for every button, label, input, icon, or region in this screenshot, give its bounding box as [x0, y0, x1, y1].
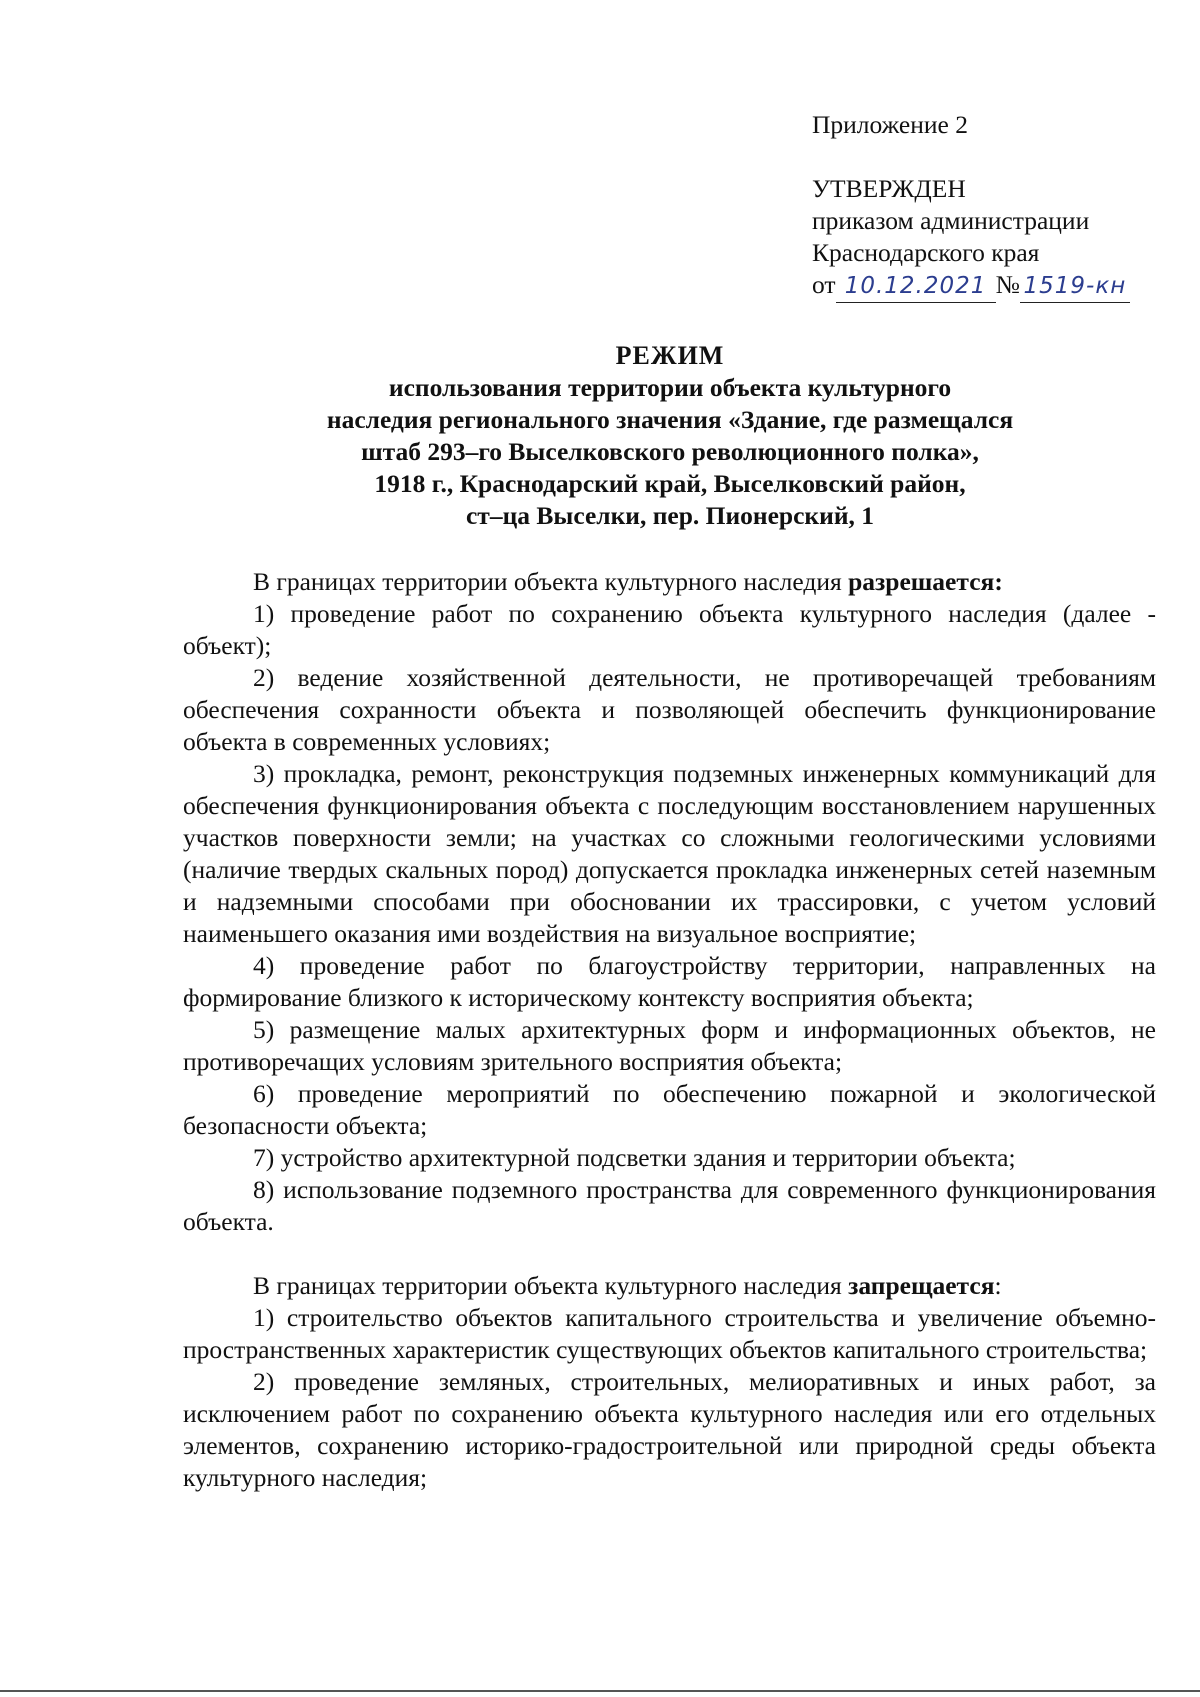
forbidden-item: 1) строительство объектов капитального строительства и увеличение объемно-пространственных характеристик существующих объектов капитального строительства; — [183, 1303, 1156, 1364]
title-line: использования территории объекта культурного — [388, 373, 952, 402]
allowed-item: 2) ведение хозяйственной деятельности, не противоречащей требованиям обеспечения сохранности объекта и позволяющей обеспечить функционирование объекта в современных условиях; — [183, 663, 1156, 756]
title-main: РЕЖИМ — [615, 341, 725, 370]
forbidden-item: 2) проведение земляных, строительных, мелиоративных и иных работ, за исключением работ по сохранению объекта культурного наследия или его отдельных элементов, сохранению историко-градостроительной или природной среды объекта культурного наследия; — [183, 1367, 1156, 1492]
allowed-item: 8) использование подземного пространства для современного функционирования объекта. — [183, 1175, 1156, 1236]
forbidden-lead — [183, 1270, 1156, 1302]
allowed-item: 7) устройство архитектурной подсветки здания и территории объекта; — [253, 1143, 1016, 1172]
annex-label: Приложение 2 — [812, 110, 968, 139]
title-line: ст–ца Выселки, пер. Пионерский, 1 — [465, 501, 875, 530]
allowed-item: 5) размещение малых архитектурных форм и информационных объектов, не противоречащих условиям зрительного восприятия объекта; — [183, 1015, 1156, 1076]
page-bottom-edge — [0, 1690, 1200, 1692]
title-line: 1918 г., Краснодарский край, Выселковский район, — [374, 469, 966, 498]
allowed-lead-text: В границах территории объекта культурного наследия — [253, 567, 849, 596]
from-prefix: от — [812, 270, 836, 299]
forbidden-lead-tail: : — [994, 1271, 1002, 1300]
allowed-item: 1) проведение работ по сохранению объекта культурного наследия (далее - объект); — [183, 599, 1156, 660]
approval-block — [812, 109, 1192, 303]
order-label: приказом администрации — [812, 206, 1090, 235]
document-title — [180, 340, 1160, 532]
region-label: Краснодарского края — [812, 238, 1040, 267]
allowed-item: 4) проведение работ по благоустройству территории, направленных на формирование близкого к историческому контексту восприятия объекта; — [183, 951, 1156, 1012]
number-sign: № — [995, 270, 1020, 299]
allowed-lead — [183, 566, 1156, 598]
allowed-item: 3) прокладка, ремонт, реконструкция подземных инженерных коммуникаций для обеспечения функционирования объекта с последующим восстановлением нарушенных участков поверхности земли; на участках со сложными геологическими условиями (наличие твердых скальных пород) допускается прокладка инженерных сетей наземным и надземными способами при обосновании их трассировки, с учетом условий наименьшего оказания ими воздействия на визуальное восприятие; — [183, 759, 1156, 948]
section-gap — [183, 1238, 1156, 1270]
order-date-line — [812, 269, 1192, 303]
allowed-lead-bold: разрешается: — [848, 567, 1003, 596]
document-body — [183, 566, 1156, 1494]
approved-label: УТВЕРЖДЕН — [812, 174, 966, 203]
forbidden-lead-bold: запрещается — [848, 1271, 995, 1300]
title-line: штаб 293–го Выселковского революционного полка», — [361, 437, 979, 466]
handwritten-date: 10.12.2021 — [836, 270, 996, 303]
allowed-item: 6) проведение мероприятий по обеспечению пожарной и экологической безопасности объекта; — [183, 1079, 1156, 1140]
title-line: наследия регионального значения «Здание, где размещался — [326, 405, 1014, 434]
forbidden-lead-text: В границах территории объекта культурного наследия — [253, 1271, 849, 1300]
handwritten-number: 1519-кн — [1020, 270, 1130, 303]
